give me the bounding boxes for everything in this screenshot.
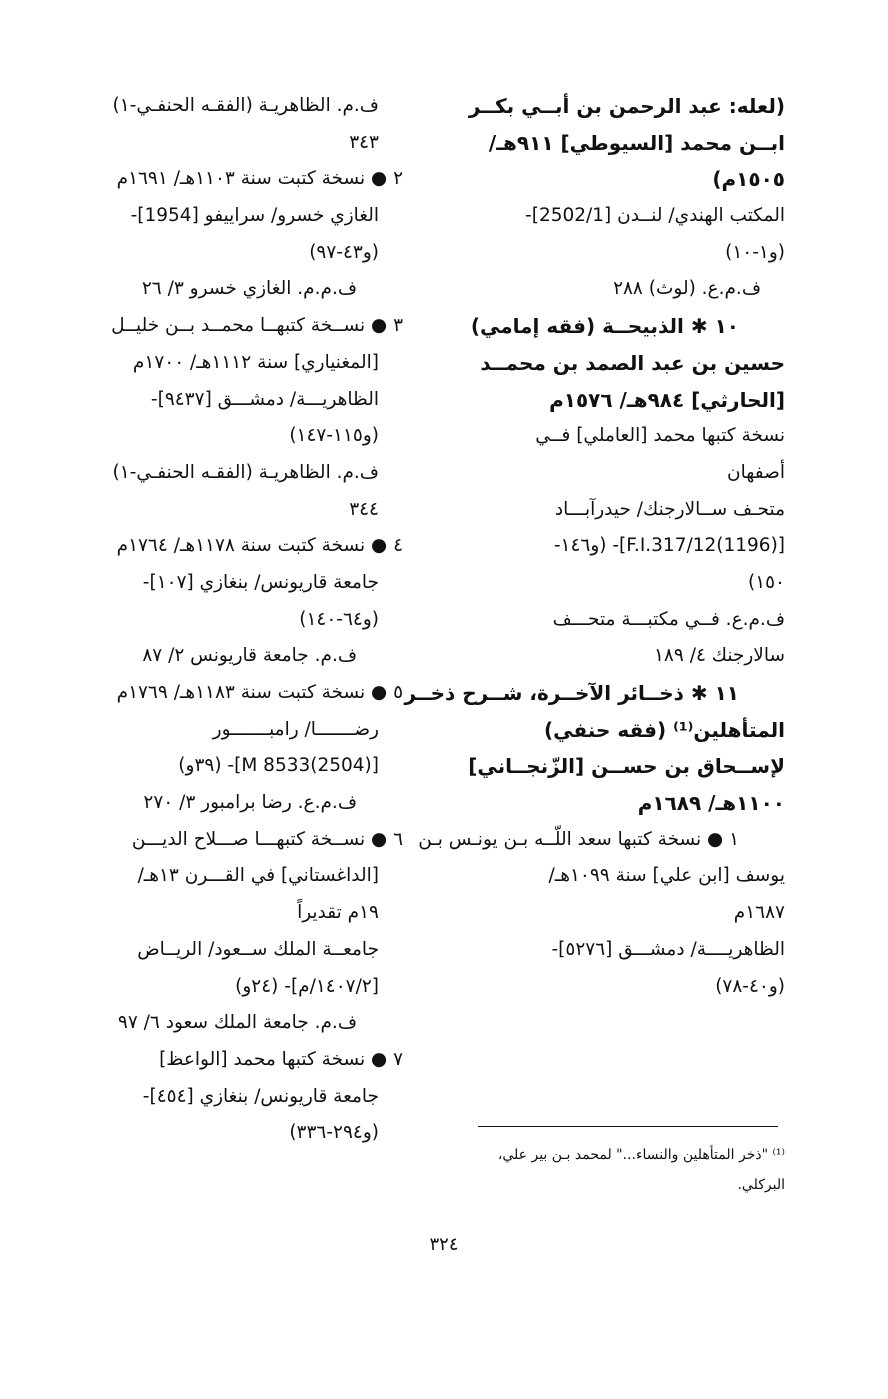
right-column-line: (و١-١٠) [725, 241, 785, 263]
right-column-line: (لعله: عبد الرحمن بن أبــي بكــر [468, 94, 785, 118]
right-column-line: سالارجنك ٤/ ١٨٩ [654, 645, 785, 667]
footnote-line: ⁽¹⁾ "ذخر المتأهلين والنساء..." لمحمد بـن بير علي، [497, 1147, 785, 1163]
footnote-separator [478, 1126, 778, 1127]
left-column-line: ف.م. الظاهريـة (الفقـه الحنفـي-١) [112, 461, 379, 483]
left-column-line: ف.م.م. الغازي خسرو ٣/ ٢٦ [141, 278, 357, 300]
right-column-line: ١٠ ✱ الذبيحــة (فقه إمامي) [470, 314, 739, 339]
right-column-line: المتأهلين⁽¹⁾ (فقه حنفي) [544, 717, 785, 742]
left-column-line: ف.م. الظاهريـة (الفقـه الحنفـي-١) [112, 95, 379, 116]
left-column-line: ١٩م تقديراً [297, 902, 379, 924]
left-column-line: ٧ ● نسخة كتبها محمد [الواعظ] [159, 1048, 403, 1070]
right-column-line: (و٤٠-٧٨) [715, 975, 785, 997]
footnote [440, 1140, 785, 1200]
left-column-line: (و١١٥-١٤٧) [289, 425, 379, 447]
left-column [58, 88, 403, 1152]
left-column-line: [١٤٠٧/٢/م]- (٢٤و) [235, 975, 379, 997]
right-column-line: [الحارثي] ٩٨٤هـ/ ١٥٧٦م [549, 387, 785, 412]
right-column-line: الظاهريــــة/ دمشـــق [٥٢٧٦]- [551, 938, 785, 960]
left-column-line: (و٦٤-١٤٠) [299, 608, 379, 630]
right-column [404, 88, 785, 1005]
left-column-line: ف.م. جامعة قاريونس ٢/ ٨٧ [142, 645, 357, 667]
page-number: ٣٢٤ [429, 1234, 459, 1255]
right-column-line: لإســحاق بن حســن [الزّنجــاني] [468, 754, 785, 779]
right-column-line: ١٥٠) [747, 571, 785, 593]
right-column-line: متحـف ســالارجنك/ حيدرآبـــاد [554, 498, 785, 520]
left-column-line: (و٢٩٤-٣٣٦) [289, 1122, 379, 1144]
right-column-line: ١٥٠٥م) [712, 167, 785, 192]
left-column-line: جامعة قاريونس/ بنغازي [٤٥٤]- [142, 1085, 379, 1107]
left-column-line: الغازي خسرو/ سراييفو [1954]- [130, 205, 379, 227]
left-column-line: [الداغستاني] في القـــرن ١٣هـ/ [137, 865, 379, 887]
right-column-line: ف.م.ع. (لوث) ٢٨٨ [613, 278, 761, 300]
left-column-line: جامعــة الملك ســعود/ الريــاض [137, 938, 379, 960]
right-column-line: حسين بن عبد الصمد بن محمــد [480, 350, 785, 375]
left-column-line: ف.م. جامعة الملك سعود ٦/ ٩٧ [117, 1012, 357, 1034]
right-column-line: أصفهان [727, 461, 785, 483]
left-column-line: ٥ ● نسخة كتبت سنة ١١٨٣هـ/ ١٧٦٩م [116, 682, 403, 703]
right-column-line: ١ ● نسخة كتبها سعد اللّــه بـن يونـس بـن [418, 828, 739, 850]
left-column-line: ٦ ● نســخة كتبهـــا صـــلاح الديـــن [131, 828, 403, 850]
left-column-line: رضـــــــا/ رامبـــــــور [212, 718, 379, 740]
left-column-line: ٤ ● نسخة كتبت سنة ١١٧٨هـ/ ١٧٦٤م [116, 535, 403, 557]
left-column-line: [M 8533(2504)]- (٣٩و) [178, 755, 379, 777]
right-column-line: ١٦٨٧م [733, 902, 785, 924]
footnote-line: البركلي. [737, 1177, 785, 1193]
right-column-line: ١١٠٠هـ/ ١٦٨٩م [637, 791, 785, 816]
right-column-line: يوسف [ابن علي] سنة ١٠٩٩هـ/ [548, 865, 785, 887]
left-column-line: ٣٤٣ [349, 131, 379, 153]
left-column-line: ٢ ● نسخة كتبت سنة ١١٠٣هـ/ ١٦٩١م [116, 168, 403, 190]
right-column-line: ف.م.ع. فــي مكتبـــة متحـــف [552, 608, 785, 630]
right-column-line: المكتب الهندي/ لنــدن [2502/1]- [525, 205, 785, 227]
left-column-line: ٣ ● نســخة كتبهــا محمــد بــن خليــل [111, 315, 403, 337]
left-column-line: الظاهريـــة/ دمشـــق [٩٤٣٧]- [150, 388, 379, 410]
left-column-line: [المغنياري] سنة ١١١٢هـ/ ١٧٠٠م [132, 351, 379, 373]
left-column-line: ٣٤٤ [349, 498, 379, 520]
left-column-line: (و٤٣-٩٧) [309, 241, 379, 263]
left-column-line: جامعة قاريونس/ بنغازي [١٠٧]- [142, 571, 379, 593]
right-column-line: نسخة كتبها محمد [العاملي] فــي [535, 425, 785, 447]
right-column-line: ابــن محمد [السيوطي] ٩١١هـ/ [488, 130, 785, 155]
right-column-line: ١١ ✱ ذخــائر الآخــرة، شــرح ذخــر [404, 681, 739, 705]
right-column-line: [(1196)F.I.317/12]- (و١٤٦- [553, 535, 785, 557]
left-column-line: ف.م.ع. رضا برامبور ٣/ ٢٧٠ [143, 792, 357, 814]
